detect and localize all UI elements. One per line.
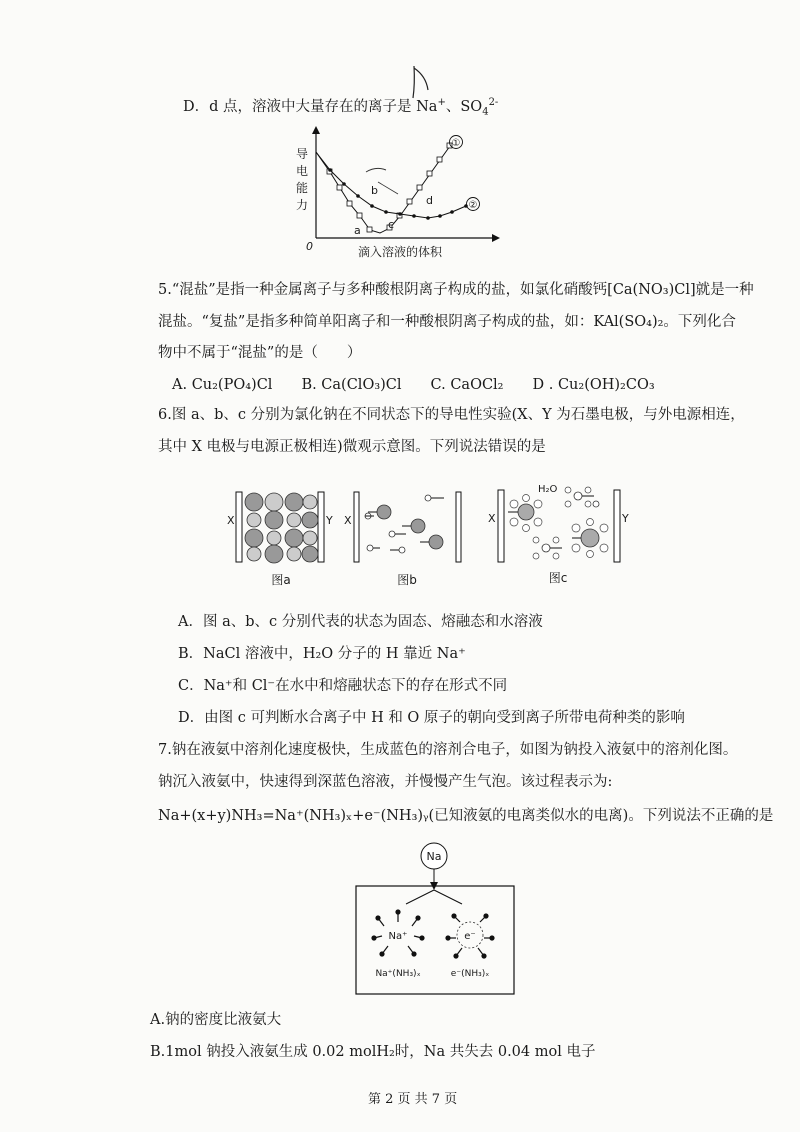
origin-label: 0 [306,240,313,253]
q6-option-b: B．NaCl 溶液中，H₂O 分子的 H 靠近 Na⁺ [178,646,466,662]
y-axis-label [296,147,308,212]
svg-text:X: X [227,514,235,527]
q5-options: A. Cu₂(PO₄)Cl B. Ca(ClO₃)Cl C. CaOCl₂ D . Cu₂(OH)₂CO₃ [172,377,655,393]
figure-b-molten [340,486,470,590]
curve-1 [316,146,450,233]
svg-text:a: a [354,224,361,237]
figure-a-solid [222,486,340,590]
svg-text:图b: 图b [397,573,417,587]
x-axis-label: 滴入溶液的体积 [357,245,443,259]
svg-text:能: 能 [295,181,309,195]
sodium-ion-cluster [372,910,424,979]
svg-text:力: 力 [295,198,309,212]
svg-text:X: X [344,514,352,527]
svg-text:e⁻: e⁻ [464,931,476,942]
svg-text:e⁻(NH₃)ₓ: e⁻(NH₃)ₓ [450,969,490,979]
svg-text:图c: 图c [548,571,568,585]
svg-text:导: 导 [295,147,309,161]
q5-stem-line3: 物中不属于“混盐”的是（ ） [158,345,362,361]
svg-text:Na⁺: Na⁺ [388,931,408,942]
svg-text:Na⁺(NH₃)ₓ: Na⁺(NH₃)ₓ [375,969,421,979]
q7-stem-line3: Na+(x+y)NH₃=Na⁺(NH₃)ₓ+e⁻(NH₃)ᵧ(已知液氨的电离类似水的电离)。下列说法不正确的是 [158,808,774,824]
svg-text:Y: Y [622,512,629,525]
q5-stem-line2: 混盐。“复盐”是指多种简单阳离子和一种酸根阴离子构成的盐，如：KAl(SO₄)₂。下列化合 [158,314,736,330]
page-footer: 第 2 页 共 7 页 [368,1092,458,1107]
q6-option-c: C．Na⁺和 Cl⁻在水中和熔融状态下的存在形式不同 [178,678,508,694]
q6-option-a: A．图 a、b、c 分别代表的状态为固态、熔融态和水溶液 [178,614,543,630]
svg-text:X: X [488,512,496,525]
svg-text:b: b [371,184,378,197]
q5-stem-line1: 5.“混盐”是指一种金属离子与多种酸根阴离子构成的盐，如氯化硝酸钙[Ca(NO₃)Cl]就是一种 [158,282,754,298]
svg-text:①: ① [451,138,461,149]
q6-option-d: D．由图 c 可判断水合离子中 H 和 O 原子的朝向受到离子所带电荷种类的影响 [178,710,685,726]
q6-stem-line1: 6.图 a、b、c 分别为氯化钠在不同状态下的导电性实验(X、Y 为石墨电极，与外电源相连， [158,407,745,423]
pen-mark [404,64,434,104]
q7-option-b: B.1mol 钠投入液氨生成 0.02 molH₂时，Na 共失去 0.04 mol 电子 [150,1044,596,1060]
q4-option-d: D．d 点，溶液中大量存在的离子是 Na+、$SO_4^{2-}$ [183,97,499,118]
svg-text:②: ② [468,200,478,211]
q7-stem-line1: 7.钠在液氨中溶剂化速度极快，生成蓝色的溶剂合电子，如图为钠投入液氨中的溶剂化图。 [158,742,738,758]
svg-text:d: d [426,194,433,207]
svg-text:Y: Y [326,514,333,527]
q7-option-a: A.钠的密度比液氨大 [150,1012,282,1028]
electron-cluster [446,914,494,979]
svg-text:图a: 图a [271,573,291,587]
svg-text:H₂O: H₂O [538,484,558,495]
q6-stem-line2: 其中 X 电极与电源正极相连)微观示意图。下列说法错误的是 [158,439,546,455]
svg-text:c: c [388,218,395,231]
figure-c-solution [484,476,634,590]
svg-text:电: 电 [295,164,309,178]
q7-stem-line2: 钠沉入液氨中，快速得到深蓝色溶液，并慢慢产生气泡。该过程表示为: [158,774,613,790]
svg-text:Na: Na [426,850,442,863]
solvation-figure [350,838,520,998]
conductivity-chart [280,120,520,260]
